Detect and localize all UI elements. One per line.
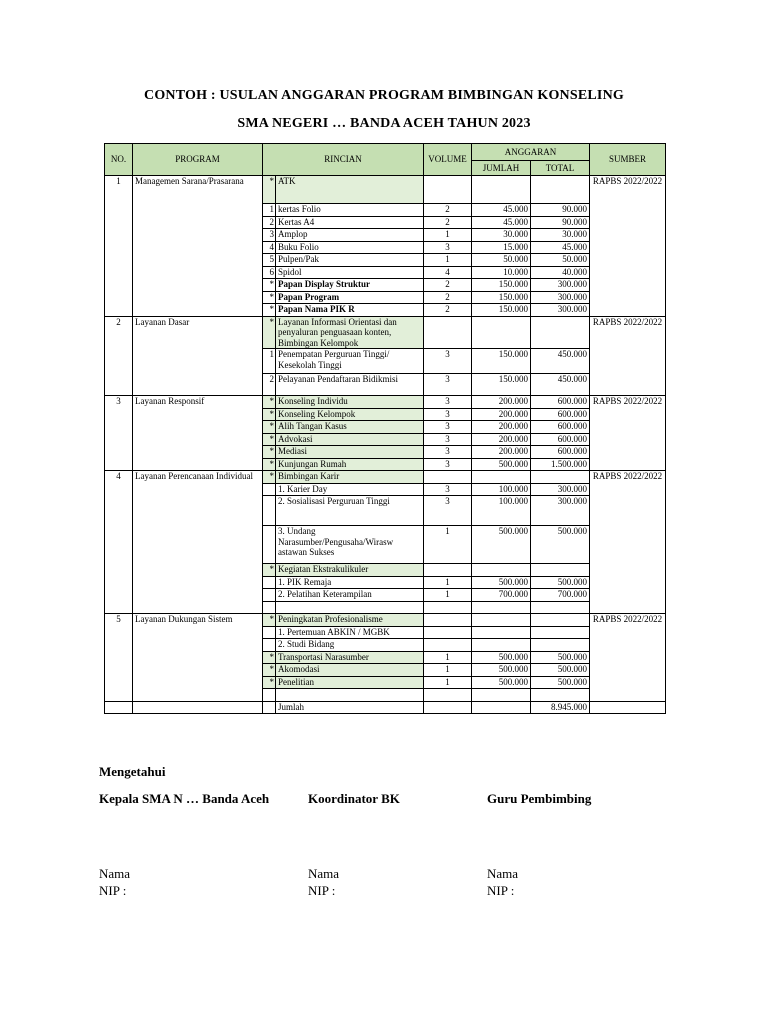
cell-volume: 3 — [424, 483, 472, 496]
cell-sumber: RAPBS 2022/2022 — [590, 176, 666, 317]
cell-total — [531, 689, 590, 702]
cell-total: 300.000 — [531, 279, 590, 292]
budget-table-body — [105, 176, 666, 714]
cell-total: 300.000 — [531, 291, 590, 304]
cell-rincian: Konseling Individu — [276, 396, 424, 409]
cell-total: 8.945.000 — [531, 701, 590, 714]
cell-volume: 3 — [424, 458, 472, 471]
cell-total: 45.000 — [531, 241, 590, 254]
cell-volume: 1 — [424, 254, 472, 267]
cell-marker: * — [263, 408, 276, 421]
cell-volume — [424, 471, 472, 484]
cell-sumber: RAPBS 2022/2022 — [590, 614, 666, 702]
table-row — [105, 176, 666, 204]
cell-rincian: kertas Folio — [276, 204, 424, 217]
cell-jumlah — [472, 176, 531, 204]
cell-total: 500.000 — [531, 526, 590, 564]
cell-total: 90.000 — [531, 216, 590, 229]
nip-kepala: NIP : — [99, 883, 127, 898]
cell-program — [133, 701, 263, 714]
cell-jumlah: 10.000 — [472, 266, 531, 279]
guru-pembimbing-label: Guru Pembimbing — [487, 791, 592, 806]
cell-volume: 3 — [424, 374, 472, 396]
cell-marker: * — [263, 471, 276, 484]
cell-jumlah: 200.000 — [472, 433, 531, 446]
table-row — [105, 396, 666, 409]
cell-total: 600.000 — [531, 396, 590, 409]
cell-sumber: RAPBS 2022/2022 — [590, 471, 666, 614]
cell-sumber: RAPBS 2022/2022 — [590, 316, 666, 396]
cell-rincian: Peningkatan Profesionalisme — [276, 614, 424, 627]
cell-no: 5 — [105, 614, 133, 702]
cell-volume: 3 — [424, 408, 472, 421]
cell-volume: 2 — [424, 304, 472, 317]
cell-rincian: Kertas A4 — [276, 216, 424, 229]
cell-volume — [424, 564, 472, 577]
cell-rincian: Advokasi — [276, 433, 424, 446]
cell-jumlah: 500.000 — [472, 676, 531, 689]
cell-volume: 2 — [424, 216, 472, 229]
cell-no: 1 — [105, 176, 133, 317]
cell-jumlah: 45.000 — [472, 216, 531, 229]
cell-volume: 1 — [424, 676, 472, 689]
cell-total — [531, 601, 590, 614]
cell-volume: 4 — [424, 266, 472, 279]
cell-volume: 3 — [424, 421, 472, 434]
cell-rincian: ATK — [276, 176, 424, 204]
cell-total: 600.000 — [531, 408, 590, 421]
mengetahui-label: Mengetahui — [99, 764, 166, 779]
cell-volume — [424, 316, 472, 349]
cell-jumlah — [472, 701, 531, 714]
cell-volume: 3 — [424, 349, 472, 374]
cell-rincian: 3. Undang Narasumber/Pengusaha/Wirasw astawan Sukses — [276, 526, 424, 564]
cell-no: 2 — [105, 316, 133, 396]
cell-jumlah: 150.000 — [472, 374, 531, 396]
header-total: TOTAL — [531, 161, 590, 176]
cell-marker: * — [263, 676, 276, 689]
cell-volume: 2 — [424, 291, 472, 304]
cell-total: 50.000 — [531, 254, 590, 267]
cell-rincian: Amplop — [276, 229, 424, 242]
nama-koordinator: Nama — [308, 866, 340, 881]
cell-rincian: 1. PIK Remaja — [276, 576, 424, 589]
cell-marker — [263, 576, 276, 589]
cell-rincian — [276, 601, 424, 614]
cell-rincian: Kunjungan Rumah — [276, 458, 424, 471]
cell-total: 700.000 — [531, 589, 590, 602]
cell-marker: 3 — [263, 229, 276, 242]
cell-total: 300.000 — [531, 304, 590, 317]
cell-no — [105, 701, 133, 714]
cell-no: 3 — [105, 396, 133, 471]
cell-jumlah: 500.000 — [472, 526, 531, 564]
cell-jumlah: 50.000 — [472, 254, 531, 267]
cell-marker: * — [263, 458, 276, 471]
cell-total: 300.000 — [531, 496, 590, 526]
cell-rincian: Papan Program — [276, 291, 424, 304]
cell-jumlah — [472, 601, 531, 614]
cell-jumlah: 45.000 — [472, 204, 531, 217]
cell-volume — [424, 176, 472, 204]
cell-total: 600.000 — [531, 421, 590, 434]
cell-volume: 1 — [424, 526, 472, 564]
cell-marker: 4 — [263, 241, 276, 254]
cell-volume — [424, 639, 472, 652]
cell-volume: 3 — [424, 496, 472, 526]
cell-jumlah: 150.000 — [472, 304, 531, 317]
cell-total: 600.000 — [531, 433, 590, 446]
cell-total: 300.000 — [531, 483, 590, 496]
koordinator-bk-label: Koordinator BK — [308, 791, 400, 806]
nip-guru: NIP : — [487, 883, 515, 898]
cell-rincian: Layanan Informasi Orientasi dan penyaluran penguasaan konten, Bimbingan Kelompok — [276, 316, 424, 349]
cell-volume — [424, 701, 472, 714]
cell-rincian: Buku Folio — [276, 241, 424, 254]
header-program: PROGRAM — [133, 144, 263, 176]
cell-marker: 2 — [263, 216, 276, 229]
budget-table — [104, 143, 666, 714]
cell-volume: 1 — [424, 651, 472, 664]
cell-jumlah: 700.000 — [472, 589, 531, 602]
cell-jumlah: 100.000 — [472, 496, 531, 526]
cell-jumlah — [472, 564, 531, 577]
cell-total: 450.000 — [531, 374, 590, 396]
cell-volume: 2 — [424, 279, 472, 292]
cell-total: 1.500.000 — [531, 458, 590, 471]
cell-total — [531, 626, 590, 639]
cell-rincian: Alih Tangan Kasus — [276, 421, 424, 434]
kepala-sekolah-label: Kepala SMA N … Banda Aceh — [99, 791, 270, 806]
cell-jumlah: 150.000 — [472, 279, 531, 292]
cell-jumlah: 500.000 — [472, 664, 531, 677]
cell-rincian: Jumlah — [276, 701, 424, 714]
cell-volume: 1 — [424, 576, 472, 589]
cell-marker — [263, 526, 276, 564]
cell-marker: * — [263, 279, 276, 292]
cell-volume — [424, 689, 472, 702]
cell-marker — [263, 689, 276, 702]
cell-marker — [263, 701, 276, 714]
cell-program: Layanan Perencanaan Individual — [133, 471, 263, 614]
cell-marker: 2 — [263, 374, 276, 396]
cell-volume: 1 — [424, 229, 472, 242]
cell-volume: 3 — [424, 396, 472, 409]
cell-total: 40.000 — [531, 266, 590, 279]
cell-jumlah — [472, 316, 531, 349]
cell-marker — [263, 589, 276, 602]
cell-total: 500.000 — [531, 676, 590, 689]
cell-marker: * — [263, 176, 276, 204]
cell-rincian: Pelayanan Pendaftaran Bidikmisi — [276, 374, 424, 396]
cell-rincian: Kegiatan Ekstrakulikuler — [276, 564, 424, 577]
header-jumlah: JUMLAH — [472, 161, 531, 176]
cell-volume — [424, 614, 472, 627]
cell-rincian: Mediasi — [276, 446, 424, 459]
cell-marker: * — [263, 396, 276, 409]
nama-guru: Nama — [487, 866, 519, 881]
table-row — [105, 471, 666, 484]
cell-rincian: Penempatan Perguruan Tinggi/ Kesekolah Tinggi — [276, 349, 424, 374]
cell-jumlah — [472, 471, 531, 484]
cell-marker: 1 — [263, 204, 276, 217]
cell-program: Layanan Responsif — [133, 396, 263, 471]
cell-total: 90.000 — [531, 204, 590, 217]
cell-jumlah: 15.000 — [472, 241, 531, 254]
cell-rincian: Transportasi Narasumber — [276, 651, 424, 664]
cell-total — [531, 176, 590, 204]
cell-jumlah — [472, 689, 531, 702]
cell-rincian: 2. Sosialisasi Perguruan Tinggi — [276, 496, 424, 526]
header-sumber: SUMBER — [590, 144, 666, 176]
cell-volume: 3 — [424, 446, 472, 459]
header-no: NO. — [105, 144, 133, 176]
cell-program: Layanan Dukungan Sistem — [133, 614, 263, 702]
cell-marker: * — [263, 446, 276, 459]
cell-marker: * — [263, 304, 276, 317]
table-row — [105, 614, 666, 627]
cell-volume — [424, 626, 472, 639]
nip-koordinator: NIP : — [308, 883, 336, 898]
cell-jumlah: 30.000 — [472, 229, 531, 242]
cell-jumlah: 500.000 — [472, 458, 531, 471]
cell-rincian: 1. Pertemuan ABKIN / MGBK — [276, 626, 424, 639]
cell-volume — [424, 601, 472, 614]
cell-total: 30.000 — [531, 229, 590, 242]
cell-total — [531, 564, 590, 577]
cell-jumlah: 150.000 — [472, 291, 531, 304]
cell-total: 450.000 — [531, 349, 590, 374]
cell-marker: * — [263, 564, 276, 577]
cell-volume: 3 — [424, 433, 472, 446]
cell-jumlah — [472, 626, 531, 639]
cell-jumlah: 500.000 — [472, 576, 531, 589]
cell-rincian: 1. Karier Day — [276, 483, 424, 496]
cell-total — [531, 316, 590, 349]
header-volume: VOLUME — [424, 144, 472, 176]
document-subtitle: SMA NEGERI … BANDA ACEH TAHUN 2023 — [237, 116, 531, 131]
cell-marker: 6 — [263, 266, 276, 279]
cell-jumlah: 200.000 — [472, 421, 531, 434]
cell-rincian: Bimbingan Karir — [276, 471, 424, 484]
cell-total: 500.000 — [531, 651, 590, 664]
cell-rincian: Spidol — [276, 266, 424, 279]
cell-volume: 1 — [424, 589, 472, 602]
cell-total — [531, 471, 590, 484]
cell-total: 500.000 — [531, 576, 590, 589]
cell-total: 500.000 — [531, 664, 590, 677]
cell-jumlah — [472, 639, 531, 652]
cell-marker — [263, 496, 276, 526]
cell-jumlah: 200.000 — [472, 446, 531, 459]
cell-total — [531, 614, 590, 627]
cell-jumlah: 100.000 — [472, 483, 531, 496]
cell-rincian: Pulpen/Pak — [276, 254, 424, 267]
cell-jumlah: 200.000 — [472, 396, 531, 409]
cell-rincian: 2. Studi Bidang — [276, 639, 424, 652]
cell-jumlah: 200.000 — [472, 408, 531, 421]
cell-rincian: Papan Nama PIK R — [276, 304, 424, 317]
header-anggaran: ANGGARAN — [472, 144, 590, 161]
cell-jumlah: 150.000 — [472, 349, 531, 374]
nama-kepala: Nama — [99, 866, 131, 881]
cell-volume: 3 — [424, 241, 472, 254]
header-rincian: RINCIAN — [263, 144, 424, 176]
cell-marker: * — [263, 433, 276, 446]
cell-marker — [263, 626, 276, 639]
cell-marker: 5 — [263, 254, 276, 267]
cell-total: 600.000 — [531, 446, 590, 459]
cell-rincian: Penelitian — [276, 676, 424, 689]
cell-marker: 1 — [263, 349, 276, 374]
cell-marker: * — [263, 651, 276, 664]
document-title: CONTOH : USULAN ANGGARAN PROGRAM BIMBINGAN KONSELING — [144, 88, 624, 103]
cell-volume: 2 — [424, 204, 472, 217]
cell-marker: * — [263, 291, 276, 304]
cell-rincian: Papan Display Struktur — [276, 279, 424, 292]
cell-rincian: Konseling Kelompok — [276, 408, 424, 421]
cell-sumber: RAPBS 2022/2022 — [590, 396, 666, 471]
cell-volume: 1 — [424, 664, 472, 677]
cell-marker — [263, 483, 276, 496]
cell-program: Managemen Sarana/Prasarana — [133, 176, 263, 317]
cell-sumber — [590, 701, 666, 714]
cell-rincian — [276, 689, 424, 702]
cell-marker — [263, 601, 276, 614]
cell-marker: * — [263, 316, 276, 349]
table-row — [105, 316, 666, 349]
cell-total — [531, 639, 590, 652]
cell-marker — [263, 639, 276, 652]
cell-marker: * — [263, 421, 276, 434]
cell-marker: * — [263, 664, 276, 677]
cell-marker: * — [263, 614, 276, 627]
table-row — [105, 701, 666, 714]
cell-no: 4 — [105, 471, 133, 614]
cell-program: Layanan Dasar — [133, 316, 263, 396]
cell-rincian: 2. Pelatihan Keterampilan — [276, 589, 424, 602]
cell-jumlah: 500.000 — [472, 651, 531, 664]
cell-jumlah — [472, 614, 531, 627]
cell-rincian: Akomodasi — [276, 664, 424, 677]
